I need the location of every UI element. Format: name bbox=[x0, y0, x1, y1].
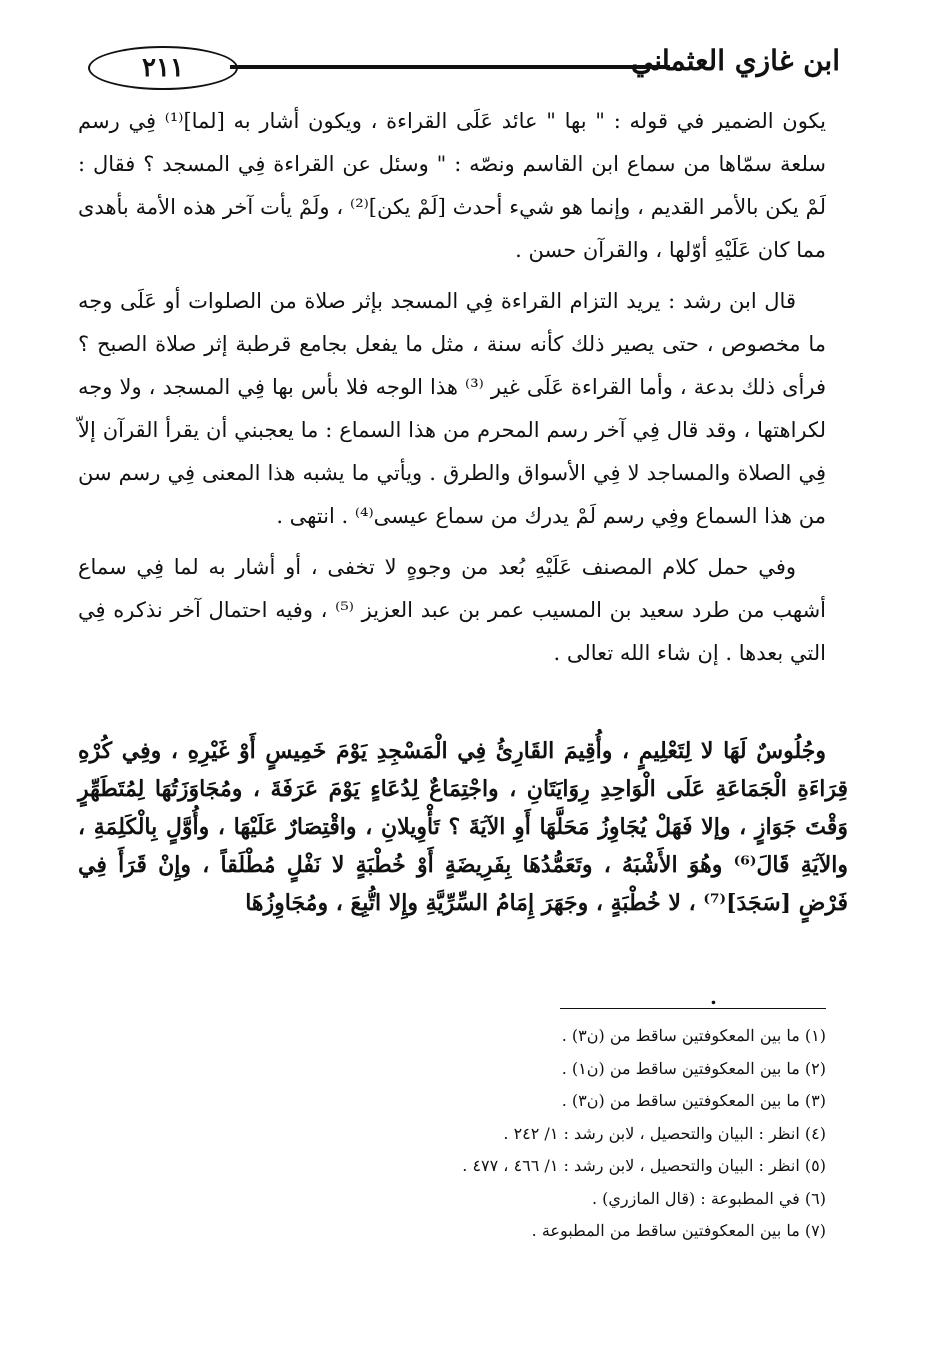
page-number: ٢١١ bbox=[142, 53, 184, 83]
footnote-5: (٥) انظر : البيان والتحصيل ، لابن رشد : ١/ ٤٦٦ ، ٤٧٧ . bbox=[462, 1156, 826, 1175]
footnote-3: (٣) ما بين المعكوفتين ساقط من (ن٣) . bbox=[561, 1091, 826, 1110]
footnote-6: (٦) في المطبوعة : (قال المازري) . bbox=[591, 1188, 826, 1208]
running-title: ابن غازي العثماني bbox=[630, 44, 840, 77]
page-header bbox=[80, 40, 840, 96]
matn-paragraph: وجُلُوسٌ لَهَا لا لِتَعْلِيمٍ ، وأُقِيمَ القَارِئُ فِي الْمَسْجِدِ يَوْمَ خَمِيسٍ أَوْ غَيْرِهِ ، وفِي كُرْهِ قِرَاءَةِ الْجَمَاعَةِ عَلَى الْوَاحِدِ رِوَايَتَانِ ، واجْتِمَاعٌ لِدُعَاءٍ يَوْمَ عَرَفَةَ ، ومُجَاوَزَتُهَا لِمُتَطَهِّرٍ وَقْتَ جَوَازٍ ، وإلا فَهَلْ يُجَاوِزُ مَحَلَّهَا أَوِ الآيَةَ ؟ تَأْوِيلانِ ، واقْتِصَارٌ عَلَيْهَا ، وأُوَّلٍ بِالْكَلِمَةِ ، والآيَةِ قَالَ⁽⁶⁾ وهُوَ الأَشْبَهُ ، وتَعَمُّدُهَا بِفَرِيضَةٍ أَوْ خُطْبَةٍ لا نَفْلٍ مُطْلَقاً ، وإِنْ قَرَأَ فِي فَرْضٍ [سَجَدَ]⁽⁷⁾ ، لا خُطْبَةٍ ، وجَهَرَ إِمَامُ السِّرِّيَّةِ وإِلا اتُّبِعَ ، ومُجَاوِزُهَا bbox=[78, 738, 849, 916]
footnote-separator bbox=[560, 1008, 826, 1009]
footnote-1: (١) ما بين المعكوفتين ساقط من (ن٣) . bbox=[561, 1026, 826, 1045]
paragraph-3: وفي حمل كلام المصنف عَلَيْهِ بُعد من وجوهٍ لا تخفى ، أو أشار به لما فِي سماع أشهب من طرد سعيد بن المسيب عمر بن عبد العزيز ⁽⁵⁾ ، وفيه احتمال آخر نذكره فِي التي بعدها . إن شاء الله تعالى . bbox=[78, 555, 826, 665]
footnote-4: (٤) انظر : البيان والتحصيل ، لابن رشد : ١/ ٢٤٢ . bbox=[503, 1123, 826, 1143]
footnotes bbox=[400, 1020, 826, 1248]
footnote-7: (٧) ما بين المعكوفتين ساقط من المطبوعة . bbox=[531, 1221, 826, 1240]
matn-text-block bbox=[78, 732, 848, 922]
header-rule bbox=[230, 65, 670, 69]
paragraph-2: قال ابن رشد : يريد التزام القراءة فِي المسجد بإثر صلاة من الصلوات أو عَلَى وجه ما مخصوص ، حتى يصير ذلك كأنه سنة ، مثل ما يفعل بجامع قرطبة إثر صلاة الصبح ؟ فرأى ذلك بدعة ، وأما القراءة عَلَى غير ⁽³⁾ هذا الوجه فلا بأس بها فِي المسجد ، ولا وجه لكراهتها ، وقد قال فِي آخر رسم المحرم من هذا السماع : ما يعجبني أن يقرأ القرآن إلاّ فِي الصلاة والمساجد لا فِي الأسواق والطرق . ويأتي ما يشبه هذا المعنى فِي رسم سن من هذا السماع وفِي رسم لَمْ يدرك من سماع عيسى⁽⁴⁾ . انتهى . bbox=[78, 289, 826, 528]
commentary-text bbox=[78, 100, 826, 683]
page-number-oval bbox=[88, 46, 238, 90]
end-dot: . bbox=[710, 985, 717, 1009]
paragraph-1: يكون الضمير في قوله : " بها " عائد عَلَى القراءة ، ويكون أشار به [لما]⁽¹⁾ فِي رسم سلعة سمّاها من سماع ابن القاسم ونصّه : " وسئل عن القراءة فِي المسجد ؟ فقال : لَمْ يكن بالأمر القديم ، وإنما هو شيء أحدث [لَمْ يكن]⁽²⁾ ، ولَمْ يأت آخر هذه الأمة بأهدى مما كان عَلَيْهِ أوّلها ، والقرآن حسن . bbox=[78, 109, 826, 262]
footnote-2: (٢) ما بين المعكوفتين ساقط من (ن١) . bbox=[561, 1058, 826, 1078]
